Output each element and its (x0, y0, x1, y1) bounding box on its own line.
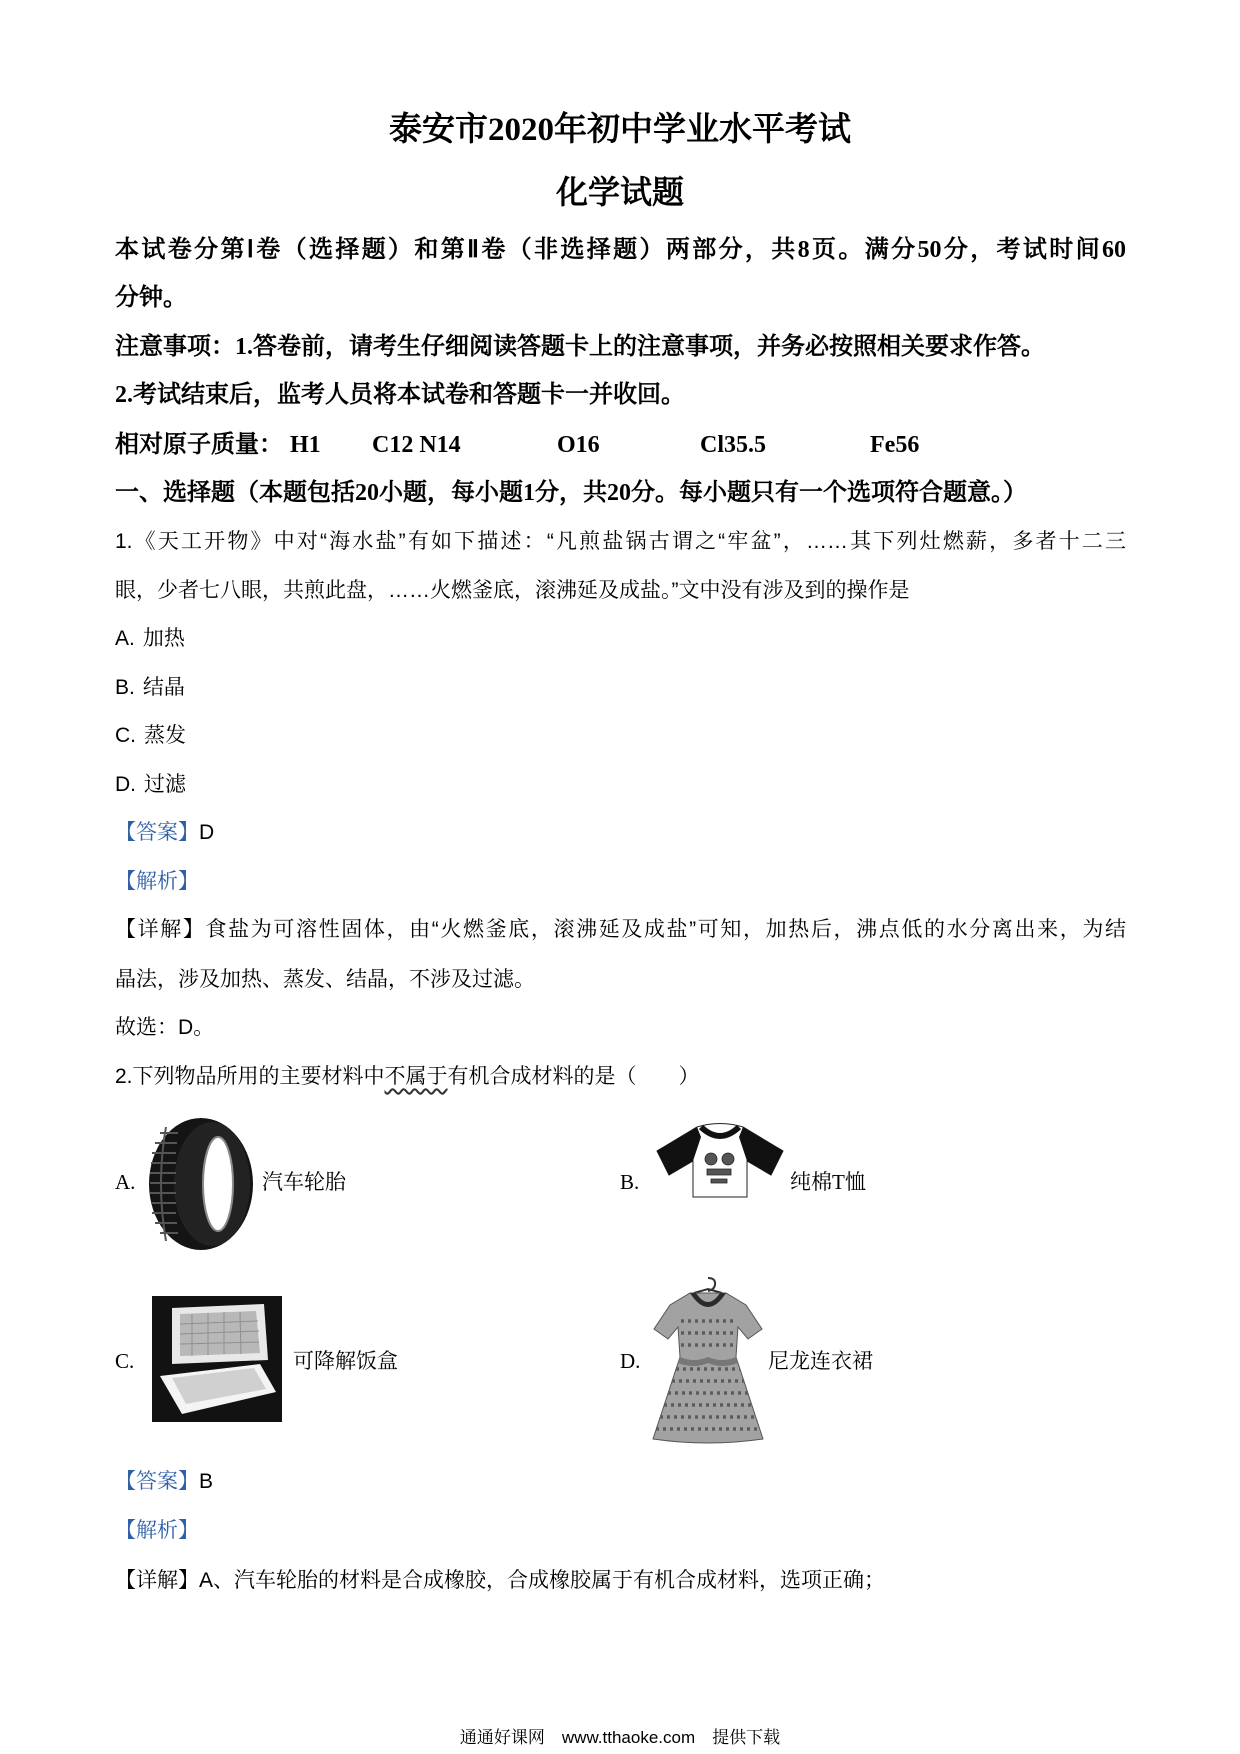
atomic-mass-item: Cl35.5 (700, 432, 766, 458)
analysis-label: 【解析】 (115, 870, 199, 893)
page-footer: 通通好课网 www.tthaoke.com 提供下载 (459, 1728, 781, 1747)
atomic-mass-label: 相对原子质量： (115, 432, 283, 458)
answer-value: B (199, 1470, 214, 1493)
option-text: 蒸发 (144, 724, 186, 747)
dress-body (653, 1293, 763, 1443)
question-2-option-c-text: 可降解饭盒 (293, 1349, 398, 1373)
question-1-answer (115, 819, 214, 847)
tire-image (148, 1117, 255, 1251)
atomic-mass-item: O16 (557, 432, 600, 458)
stem-emphasis: 不属于 (384, 1065, 448, 1088)
option-letter: B. (115, 676, 135, 699)
question-1-option-d (115, 771, 186, 799)
question-1-option-b (115, 674, 185, 702)
question-1-option-a (115, 625, 185, 653)
dress-hanger (694, 1278, 722, 1293)
question-2-detail: 【详解】A、汽车轮胎的材料是合成橡胶，合成橡胶属于有机合成材料，选项正确； (115, 1569, 886, 1592)
atomic-mass-item: H1 (290, 432, 321, 458)
question-2-stem (115, 1063, 700, 1091)
tshirt-image (655, 1121, 785, 1199)
question-2-option-b-letter: B. (620, 1170, 640, 1194)
option-letter: A. (115, 627, 135, 650)
option-text: 加热 (142, 627, 185, 650)
question-2-analysis (115, 1517, 199, 1545)
intro-line: 本试卷分第Ⅰ卷（选择题）和第Ⅱ卷（非选择题）两部分，共8页。满分50分，考试时间60 (115, 237, 1126, 263)
answer-value: D (199, 821, 215, 844)
question-2-answer (115, 1468, 213, 1496)
lunchbox-image (152, 1296, 282, 1422)
intro-line: 分钟。 (115, 285, 187, 311)
answer-label: 【答案】 (115, 1470, 199, 1493)
answer-label: 【答案】 (115, 821, 199, 844)
question-2-option-d-text: 尼龙连衣裙 (768, 1349, 873, 1373)
question-1-detail: 【详解】食盐为可溶性固体，由“火燃釜底，滚沸延及成盐”可知，加热后，沸点低的水分离出来，为结 (115, 918, 1126, 941)
question-2-option-a-letter: A. (115, 1170, 136, 1194)
stem-text: 2.下列物品所用的主要材料中 (115, 1065, 385, 1088)
question-2-option-b-text: 纯棉T恤 (790, 1170, 866, 1194)
question-1-analysis (115, 868, 199, 896)
question-2-option-a-text: 汽车轮胎 (262, 1170, 346, 1194)
atomic-mass-item: Fe56 (870, 432, 920, 458)
option-text: 结晶 (142, 676, 185, 699)
option-text: 过滤 (144, 773, 186, 796)
exam-title: 泰安市2020年初中学业水平考试 (389, 112, 851, 148)
question-1-conclusion: 故选：D。 (115, 1016, 215, 1039)
option-letter: D. (115, 773, 136, 796)
notice-line: 2.考试结束后，监考人员将本试卷和答题卡一并收回。 (115, 382, 685, 408)
question-1-stem: 1.《天工开物》中对“海水盐”有如下描述：“凡煎盐锅古谓之“牢盆”，……其下列灶燃薪，多者十二三 (115, 530, 1126, 553)
option-letter: C. (115, 724, 136, 747)
stem-text: 有机合成材料的是（ ） (447, 1065, 700, 1088)
exam-subject-title: 化学试题 (555, 174, 684, 210)
atomic-mass-item: C12 N14 (372, 432, 461, 458)
dress-image (650, 1277, 766, 1448)
analysis-label: 【解析】 (115, 1519, 199, 1542)
question-1-option-c (115, 722, 186, 750)
notice-line: 注意事项：1.答卷前，请考生仔细阅读答题卡上的注意事项，并务必按照相关要求作答。 (115, 334, 1045, 360)
question-1-stem: 眼，少者七八眼，共煎此盘，……火燃釜底，滚沸延及成盐。”文中没有涉及到的操作是 (115, 579, 910, 602)
question-2-option-d-letter: D. (620, 1349, 641, 1373)
question-1-detail: 晶法，涉及加热、蒸发、结晶，不涉及过滤。 (115, 968, 535, 991)
question-2-option-c-letter: C. (115, 1349, 135, 1373)
section-heading: 一、选择题（本题包括20小题，每小题1分，共20分。每小题只有一个选项符合题意。） (115, 480, 1027, 506)
